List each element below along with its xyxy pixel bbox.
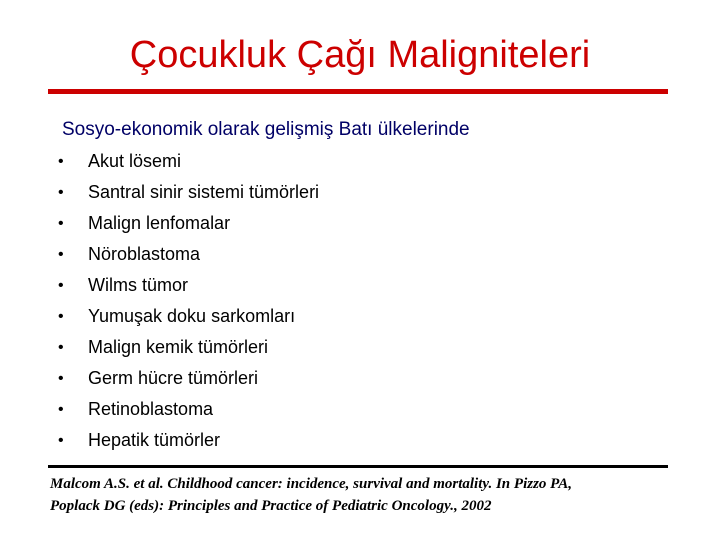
bullet-icon: •	[58, 431, 64, 449]
list-item	[58, 301, 319, 332]
reference-divider	[48, 465, 668, 468]
list-item	[58, 146, 319, 177]
reference-citation	[50, 473, 690, 517]
bullet-icon: •	[58, 307, 64, 325]
slide-title: Çocukluk Çağı Maligniteleri	[129, 34, 591, 76]
list-item	[58, 332, 319, 363]
bullet-text: Nöroblastoma	[88, 244, 201, 264]
bullet-list	[58, 146, 319, 456]
bullet-icon: •	[58, 400, 64, 418]
reference-line-1: Malcom A.S. et al. Childhood cancer: incidence, survival and mortality. In Pizzo PA,	[50, 476, 572, 492]
bullet-text: Retinoblastoma	[88, 399, 214, 419]
bullet-text: Hepatik tümörler	[88, 430, 221, 450]
bullet-text: Malign kemik tümörleri	[88, 337, 269, 357]
title-divider	[48, 89, 668, 94]
bullet-icon: •	[58, 152, 64, 170]
bullet-text: Germ hücre tümörleri	[88, 368, 259, 388]
bullet-text: Akut lösemi	[88, 151, 182, 171]
list-item	[58, 239, 319, 270]
list-item	[58, 208, 319, 239]
bullet-icon: •	[58, 338, 64, 356]
bullet-text: Yumuşak doku sarkomları	[88, 306, 296, 326]
bullet-icon: •	[58, 183, 64, 201]
bullet-icon: •	[58, 276, 64, 294]
list-item	[58, 394, 319, 425]
bullet-icon: •	[58, 369, 64, 387]
list-item	[58, 425, 319, 456]
list-item	[58, 177, 319, 208]
list-item	[58, 270, 319, 301]
list-item	[58, 363, 319, 394]
bullet-icon: •	[58, 214, 64, 232]
bullet-text: Wilms tümor	[88, 275, 188, 295]
reference-line-2: Poplack DG (eds): Principles and Practice of Pediatric Oncology., 2002	[50, 498, 492, 514]
bullet-icon: •	[58, 245, 64, 263]
bullet-text: Malign lenfomalar	[88, 213, 231, 233]
slide-subtitle: Sosyo-ekonomik olarak gelişmiş Batı ülkelerinde	[62, 119, 470, 140]
bullet-text: Santral sinir sistemi tümörleri	[88, 182, 320, 202]
